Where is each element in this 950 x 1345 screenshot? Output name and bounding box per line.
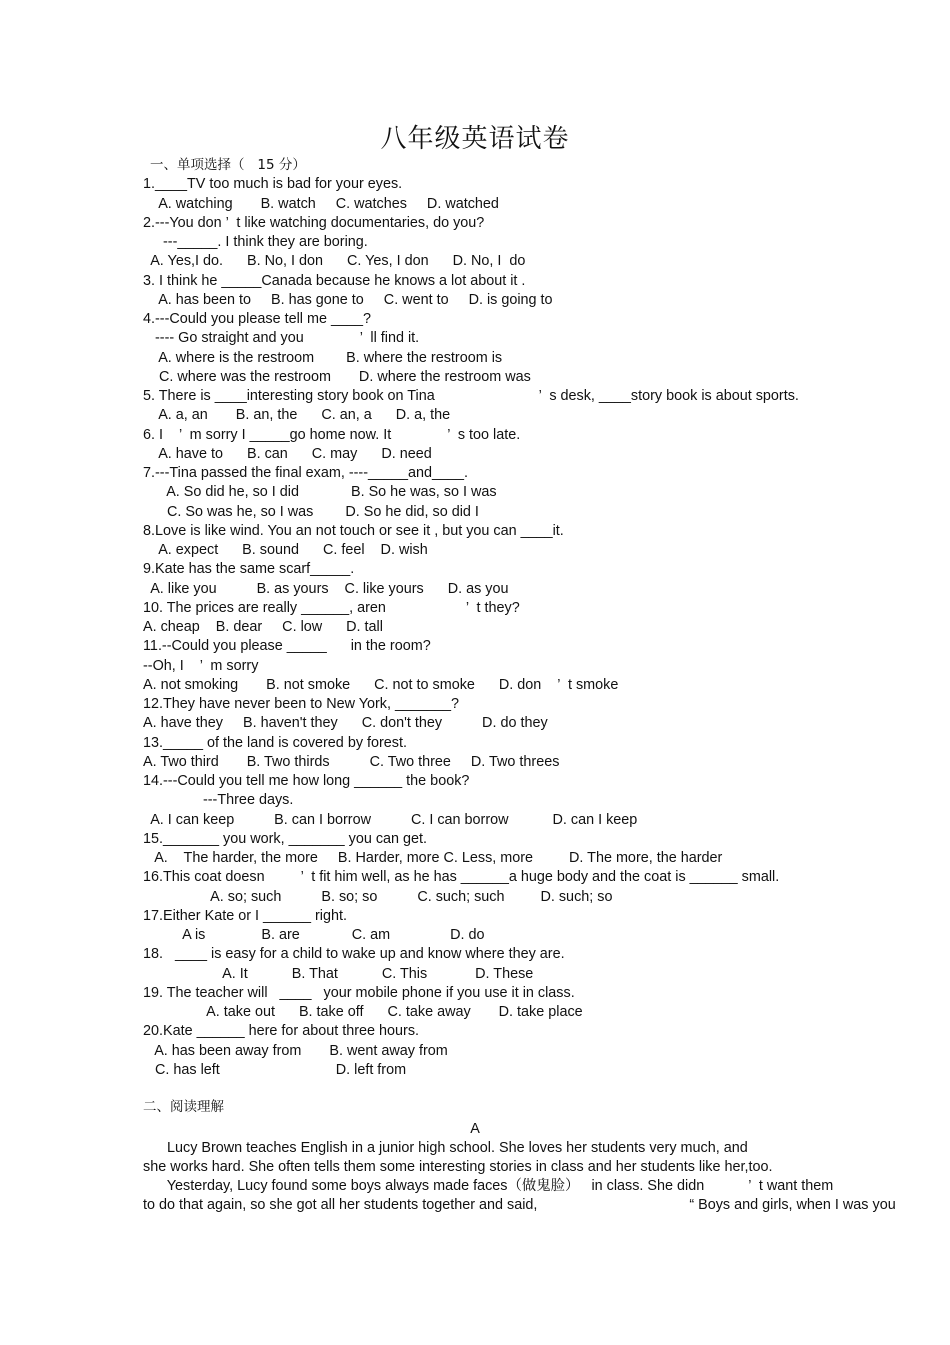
question-19-line: A. take out B. take off C. take away D. take place [143,1004,583,1020]
question-10-line: A. cheap B. dear C. low D. tall [143,619,383,635]
question-17-line: A is B. are C. am D. do [143,927,485,943]
question-11-line: --Oh, I ’ m sorry [143,657,259,674]
question-5-line: A. a, an B. an, the C. an, a D. a, the [143,407,451,424]
passage-label: A [470,1121,480,1138]
question-2: 2.---You don ’ t like watching documentaries, do you? [143,214,485,231]
question-6: 6. I ’ m sorry I _____go home now. It ’ s too late. [143,426,521,443]
passage-line: Lucy Brown teaches English in a junior high school. She loves her students very much, and [143,1139,748,1156]
question-11: 11.--Could you please _____ in the room? [143,638,431,655]
question-6-line: A. have to B. can C. may D. need [143,445,432,462]
question-19: 19. The teacher will ____ your mobile phone if you use it in class. [143,984,575,1001]
question-2-line: ---_____. I think they are boring. [143,234,368,250]
question-4: 4.---Could you please tell me ____? [143,311,371,327]
question-11-line: A. not smoking B. not smoke C. not to smoke D. don ’ t smoke [143,676,619,693]
question-4-line: C. where was the restroom D. where the restroom was [143,368,531,385]
question-1: 1.____TV too much is bad for your eyes. [143,176,403,193]
question-8: 8.Love is like wind. You an not touch or see it , but you can ____it. [143,522,564,539]
question-14-line: A. I can keep B. can I borrow C. I can borrow D. can I keep [143,811,638,828]
question-8-line: A. expect B. sound C. feel D. wish [143,542,428,558]
question-7-line: A. So did he, so I did B. So he was, so I was [143,484,497,501]
question-16: 16.This coat doesn ’ t fit him well, as he has ______a huge body and the coat is ______ small. [143,869,780,886]
question-20: 20.Kate ______ here for about three hours. [143,1023,420,1040]
question-15-line: A. The harder, the more B. Harder, more C. Less, more D. The more, the harder [143,850,723,866]
question-7: 7.---Tina passed the final exam, ----_____and____. [143,465,469,481]
question-4-line: ---- Go straight and you ’ ll find it. [143,330,420,347]
question-12-line: A. have they B. haven't they C. don't they D. do they [143,715,548,732]
question-7-line: C. So was he, so I was D. So he did, so did I [143,503,479,520]
question-14: 14.---Could you tell me how long ______ the book? [143,773,470,789]
section-heading-single-choice: 一、单项选择（ 15 分） [150,157,306,173]
question-18: 18. ____ is easy for a child to wake up and know where they are. [143,946,565,963]
question-13-line: A. Two third B. Two thirds C. Two three D. Two threes [143,753,560,770]
question-4-line: A. where is the restroom B. where the restroom is [143,349,503,366]
question-3: 3. I think he _____Canada because he knows a lot about it . [143,272,526,289]
question-20-line: A. has been away from B. went away from [143,1042,448,1059]
question-1-line: A. watching B. watch C. watches D. watched [143,195,499,212]
page-title: 八年级英语试卷 [380,124,570,154]
question-16-line: A. so; such B. so; so C. such; such D. such; so [143,888,613,905]
passage-line: to do that again, so she got all her students together and said, “ Boys and girls, when I was you [143,1197,896,1214]
question-9-line: A. like you B. as yours C. like yours D. as you [143,580,509,597]
question-10: 10. The prices are really ______, aren ’ t they? [143,599,520,616]
passage-line: Yesterday, Lucy found some boys always made faces（做鬼脸） in class. She didn ’ t want them [143,1178,834,1194]
question-20-line: C. has left D. left from [143,1061,407,1078]
question-5: 5. There is ____interesting story book on Tina ’ s desk, ____story book is about sports. [143,388,799,404]
question-12: 12.They have never been to New York, _______? [143,696,460,712]
question-9: 9.Kate has the same scarf_____. [143,561,355,578]
question-14-line: ---Three days. [143,792,294,809]
question-18-line: A. It B. That C. This D. These [143,965,534,982]
question-15: 15._______ you work, _______ you can get. [143,830,428,847]
question-3-line: A. has been to B. has gone to C. went to D. is going to [143,291,553,308]
section-heading-reading: 二、阅读理解 [143,1099,224,1115]
question-2-line: A. Yes,I do. B. No, I don C. Yes, I don D. No, I do [143,253,526,270]
passage-line: she works hard. She often tells them some interesting stories in class and her students like her,too. [143,1158,773,1175]
question-17: 17.Either Kate or I ______ right. [143,907,347,924]
question-13: 13._____ of the land is covered by forest. [143,734,407,751]
